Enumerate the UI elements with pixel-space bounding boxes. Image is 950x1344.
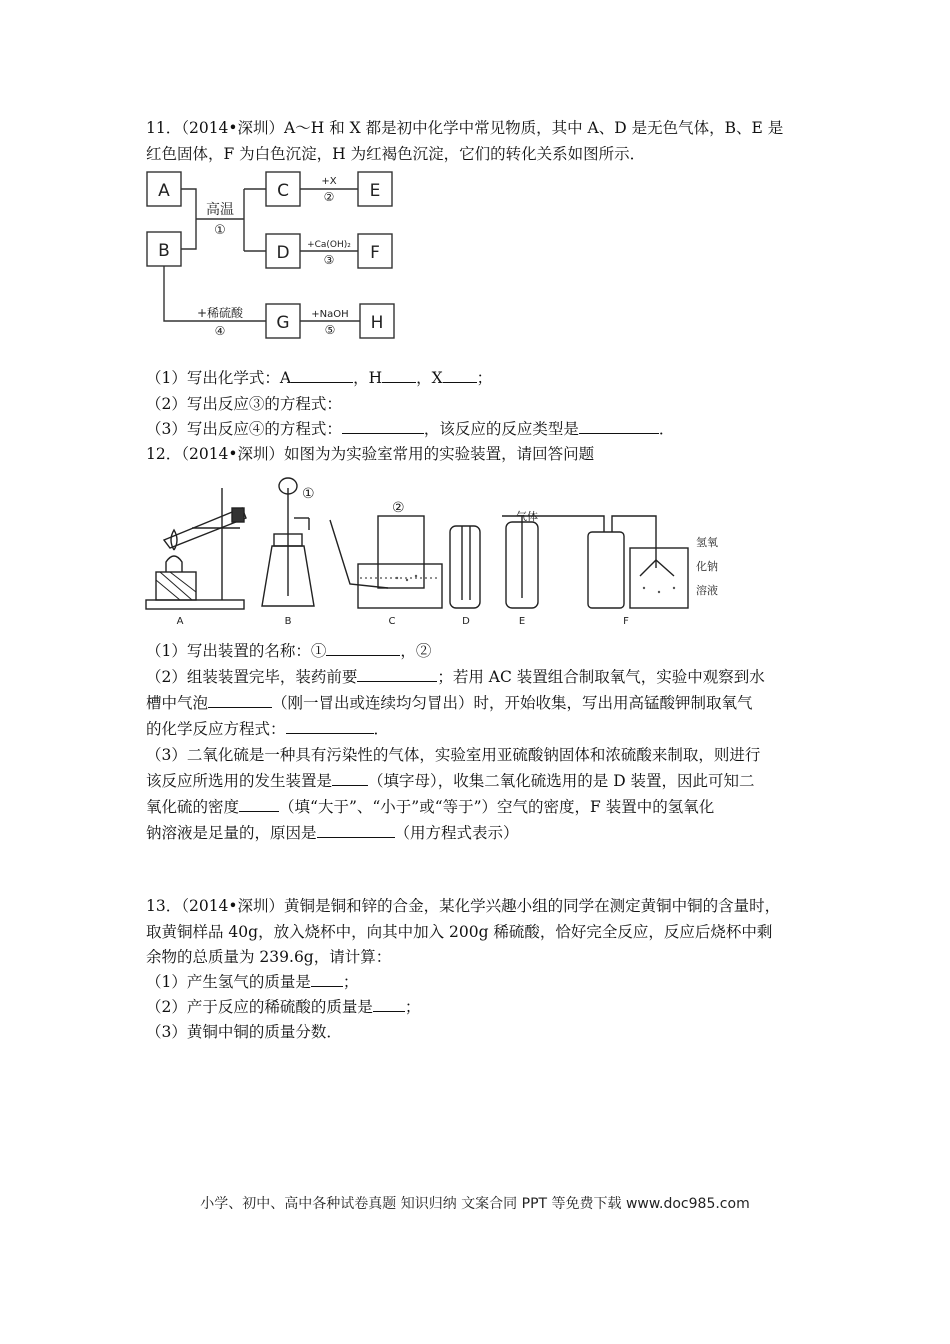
reaction5-label: +NaOH	[311, 309, 349, 320]
answer-blank-kmno4-equation[interactable]	[286, 719, 374, 734]
q13-line3: 余物的总质量为 239.6g，请计算：	[146, 948, 392, 966]
q13-sub2: （2）产于反应的稀硫酸的质量是 ；	[146, 998, 421, 1016]
q12-header: 12．（2014•深圳）如图为为实验室常用的实验装置，请回答问题	[146, 445, 595, 463]
reaction2-number: ②	[323, 190, 335, 204]
node-b: B	[158, 241, 170, 261]
q12-sub3-line4: 钠溶液是足量的，原因是 （用方程式表示）	[146, 824, 519, 842]
node-e: E	[369, 181, 381, 201]
naoh-label-3: 溶液	[696, 584, 718, 597]
answer-blank-naoh-equation[interactable]	[317, 823, 395, 838]
apparatus-label-d: D	[462, 616, 470, 627]
node-a: A	[158, 181, 170, 201]
answer-blank-h[interactable]	[382, 368, 416, 383]
apparatus-label-a: A	[176, 616, 184, 627]
answer-blank-density[interactable]	[239, 797, 279, 812]
delivery-tube-c	[330, 520, 388, 588]
answer-blank-x[interactable]	[443, 368, 477, 383]
answer-blank-hydrogen-mass[interactable]	[311, 972, 343, 987]
gas-label: 气体	[516, 510, 538, 523]
answer-blank-reaction-type[interactable]	[579, 419, 659, 434]
apparatus-label-f: F	[623, 616, 629, 627]
beaker-f	[630, 548, 688, 608]
node-f: F	[370, 243, 380, 263]
node-d: D	[276, 243, 290, 263]
apparatus-mark-2: ②	[392, 500, 405, 516]
apparatus-label-e: E	[518, 616, 526, 627]
reactant-bracket-line	[181, 189, 196, 249]
q12-sub3-line1: （3）二氧化硫是一种具有污染性的气体，实验室用亚硫酸钠固体和浓硫酸来制取，则进行	[146, 746, 761, 764]
reaction1-label: 高温	[206, 202, 234, 218]
q11-header-line2: 红色固体，F 为白色沉淀，H 为红褐色沉淀，它们的转化关系如图所示．	[146, 145, 646, 163]
q11-header-line1: 11．（2014•深圳）A～H 和 X 都是初中化学中常见物质，其中 A、D 是无色气体，B、E 是	[146, 119, 784, 137]
answer-blank-name-1[interactable]	[326, 641, 400, 656]
q12-sub2-line2: 槽中气泡 （刚一冒出或连续均匀冒出）时，开始收集，写出用高锰酸钾制取氧气	[146, 694, 753, 712]
node-g: G	[276, 313, 290, 333]
answer-blank-check[interactable]	[357, 667, 437, 682]
alcohol-lamp	[166, 556, 182, 572]
q13-sub3: （3）黄铜中铜的质量分数．	[146, 1023, 342, 1041]
node-c: C	[277, 181, 289, 201]
gas-jar-2	[378, 516, 424, 588]
reaction3-label: +Ca(OH)₂	[307, 240, 351, 250]
q12-sub1: （1）写出装置的名称：① ，②	[146, 642, 432, 660]
page-footer: 小学、初中、高中各种试卷真题 知识归纳 文案合同 PPT 等免费下载 www.doc985.com	[200, 1196, 750, 1212]
q11-sub1: （1）写出化学式：A ，H ，X ；	[146, 369, 493, 387]
q11-sub3: （3）写出反应④的方程式： ，该反应的反应类型是 ．	[146, 420, 675, 438]
reaction2-label: +X	[321, 176, 337, 187]
q11-sub2: （2）写出反应③的方程式：	[146, 395, 342, 413]
q12-sub2-line3: 的化学反应方程式： ．	[146, 720, 390, 738]
answer-blank-eq4[interactable]	[342, 419, 424, 434]
reaction4-number: ④	[214, 324, 226, 338]
q13-line2: 取黄铜样品 40g，放入烧杯中，向其中加入 200g 稀硫酸，恰好完全反应，反应后烧杯中剩	[146, 923, 773, 941]
answer-blank-a[interactable]	[291, 368, 353, 383]
answer-blank-acid-mass[interactable]	[373, 997, 405, 1012]
reaction5-number: ⑤	[324, 323, 336, 337]
apparatus-label-c: C	[388, 616, 396, 627]
reaction4-label: +稀硫酸	[196, 306, 244, 320]
node-h: H	[370, 313, 384, 333]
apparatus-mark-1: ①	[302, 486, 315, 502]
q12-sub2-line1: （2）组装装置完毕，装药前要 ；若用 AC 装置组合制取氧气，实验中观察到水	[146, 668, 765, 686]
q13-sub1: （1）产生氢气的质量是 ；	[146, 973, 359, 991]
naoh-label-2: 化钠	[696, 560, 718, 573]
q13-line1: 13．（2014•深圳）黄铜是铜和锌的合金，某化学兴趣小组的同学在测定黄铜中铜的含量时，	[146, 897, 781, 915]
stand-base-a	[146, 600, 244, 609]
q12-apparatus-figure	[144, 468, 724, 630]
bottle-d	[450, 526, 480, 608]
q12-sub3-line2: 该反应所选用的发生装置是 （填字母），收集二氧化硫选用的是 D 装置，因此可知二	[146, 772, 755, 790]
connecting-tube-f	[612, 516, 656, 568]
apparatus-label-b: B	[284, 616, 292, 627]
bottle-f	[588, 532, 624, 608]
answer-blank-device[interactable]	[332, 771, 368, 786]
q11-transformation-diagram	[144, 168, 402, 348]
naoh-label-1: 氢氧	[696, 536, 718, 549]
reaction1-number: ①	[214, 223, 226, 238]
reaction3-number: ③	[323, 253, 335, 267]
q12-sub3-line3: 氧化硫的密度 （填“大于”、“小于”或“等于”）空气的密度，F 装置中的氢氧化	[146, 798, 715, 816]
answer-blank-bubbles[interactable]	[208, 693, 272, 708]
